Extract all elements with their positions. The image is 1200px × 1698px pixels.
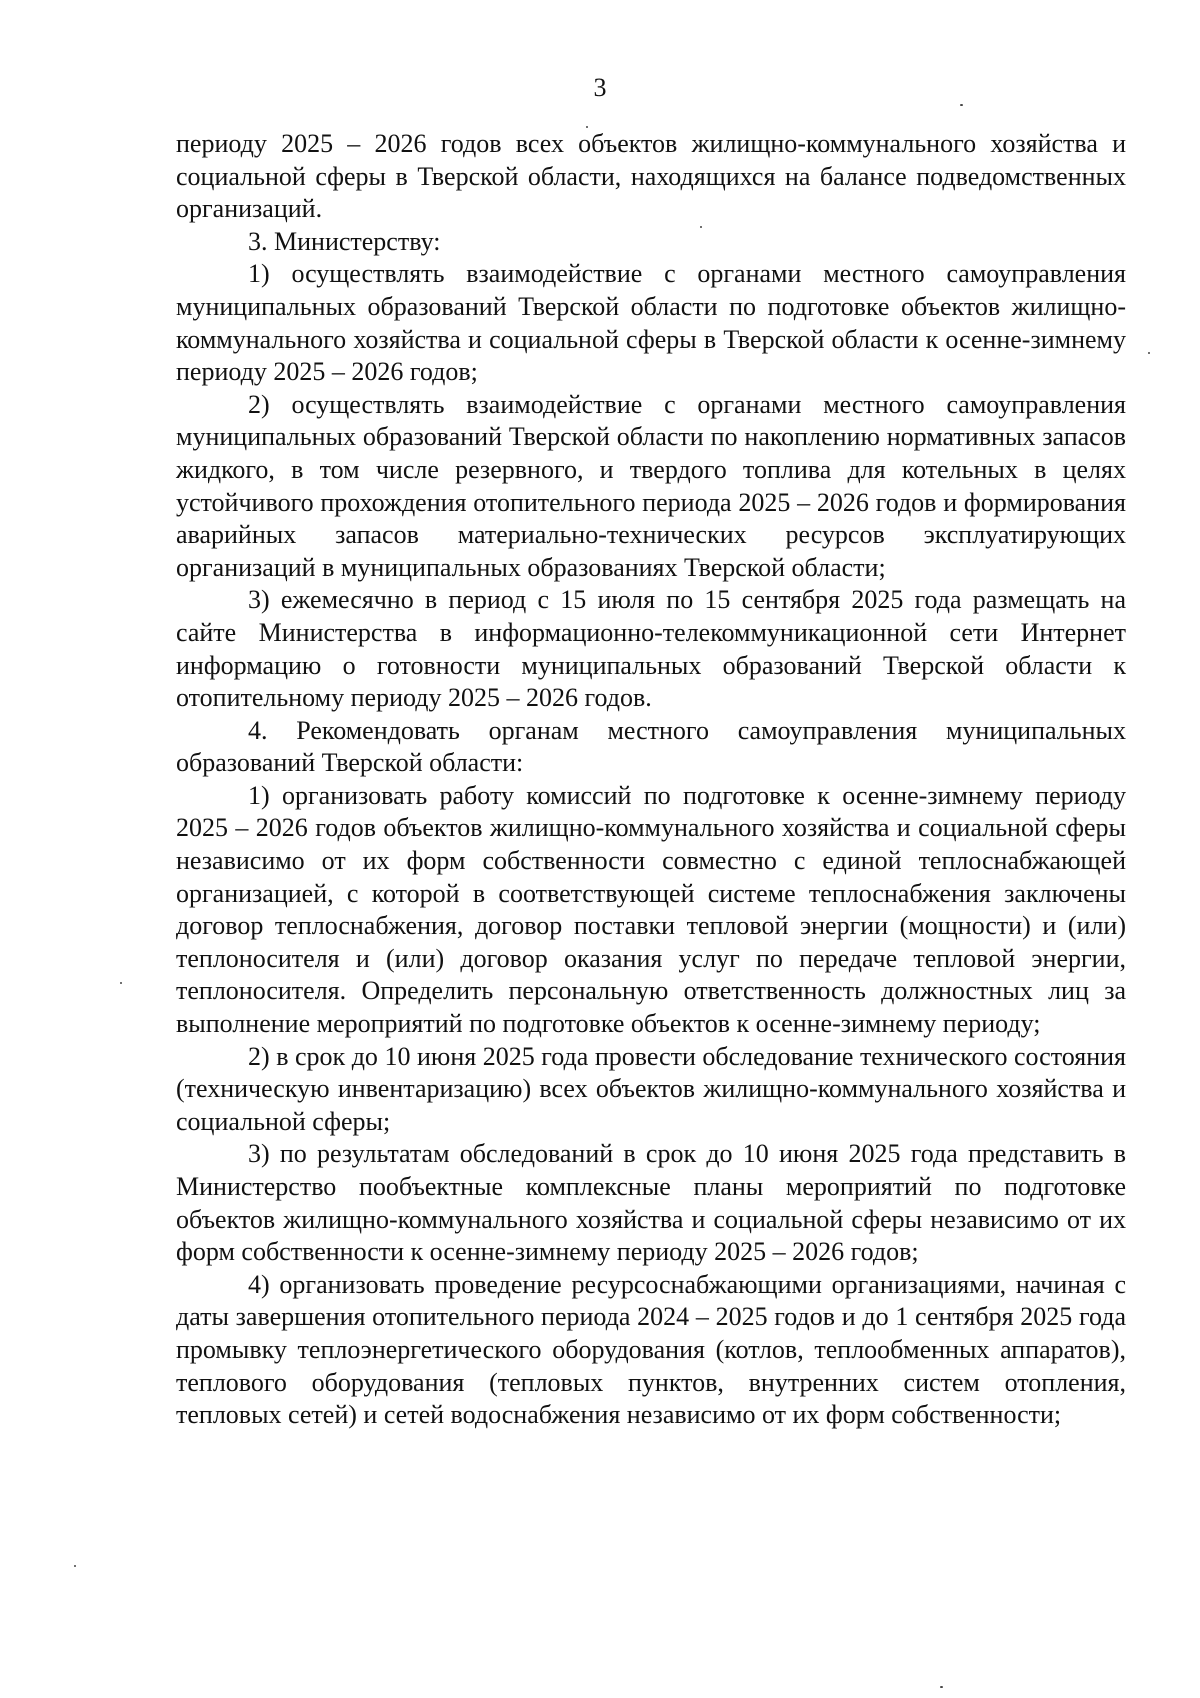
scan-speck (120, 982, 122, 984)
paragraph-section-3-item-2: 2) осуществлять взаимодействие с органами местного самоуправления муниципальных образований Тверской области по накоплению нормативных запасов жидкого, в том числе резервного, и твердого топлива для котельных в целях устойчивого прохождения отопительного периода 2025 – 2026 годов и формирования аварийных запасов материально-технических ресурсов эксплуатирующих организаций в муниципальных образованиях Тверской области; (176, 389, 1126, 582)
scan-speck (700, 226, 702, 228)
paragraph-continuation: периоду 2025 – 2026 годов всех объектов жилищно-коммунального хозяйства и социальной сферы в Тверской области, находящихся на балансе подведомственных организаций. (176, 129, 1126, 224)
paragraph-section-4-item-3: 3) по результатам обследований в срок до 10 июня 2025 года представить в Министерство пообъектные комплексные планы мероприятий по подготовке объектов жилищно-коммунального хозяйства и социальной сферы независимо от их форм собственности к осенне-зимнему периоду 2025 – 2026 годов; (176, 1139, 1126, 1267)
scan-speck (960, 104, 963, 106)
paragraph-section-4-item-2: 2) в срок до 10 июня 2025 года провести обследование технического состояния (техническую инвентаризацию) всех объектов жилищно-коммунального хозяйства и социальной сферы; (176, 1041, 1126, 1136)
paragraph-section-4-item-4: 4) организовать проведение ресурсоснабжающими организациями, начиная с даты завершения отопительного периода 2024 – 2025 годов и до 1 сентября 2025 года промывку теплоэнергетического оборудования (котлов, теплообменных аппаратов), теплового оборудования (тепловых пунктов, внутренних систем отопления, тепловых сетей) и сетей водоснабжения независимо от их форм собственности; (176, 1269, 1126, 1430)
paragraph-section-4-item-1: 1) организовать работу комиссий по подготовке к осенне-зимнему периоду 2025 – 2026 годов объектов жилищно-коммунального хозяйства и социальной сферы независимо от их форм собственности совместно с единой теплоснабжающей организацией, с которой в соответствующей системе теплоснабжения заключены договор теплоснабжения, договор поставки тепловой энергии (мощности) и (или) теплоносителя и (или) договор оказания услуг по передаче тепловой энергии, теплоносителя. Определить персональную ответственность должностных лиц за выполнение мероприятий по подготовке объектов к осенне-зимнему периоду; (176, 780, 1126, 1039)
paragraph-section-4-heading: 4. Рекомендовать органам местного самоуправления муниципальных образований Тверской области: (176, 715, 1126, 778)
scan-speck (1148, 352, 1150, 354)
scan-speck (940, 1686, 943, 1688)
paragraph-section-3-item-3: 3) ежемесячно в период с 15 июля по 15 сентября 2025 года размещать на сайте Министерства в информационно-телекоммуникационной сети Интернет информацию о готовности муниципальных образований Тверской области к отопительному периоду 2025 – 2026 годов. (176, 585, 1126, 713)
scan-speck (586, 126, 588, 128)
scan-speck (74, 1565, 76, 1567)
paragraph-section-3-heading: 3. Министерству: (248, 226, 441, 256)
document-body (176, 128, 1126, 1432)
page-number: 3 (593, 73, 607, 102)
paragraph-section-3-item-1: 1) осуществлять взаимодействие с органами местного самоуправления муниципальных образований Тверской области по подготовке объектов жилищно-коммунального хозяйства и социальной сферы в Тверской области к осенне-зимнему периоду 2025 – 2026 годов; (176, 259, 1126, 387)
